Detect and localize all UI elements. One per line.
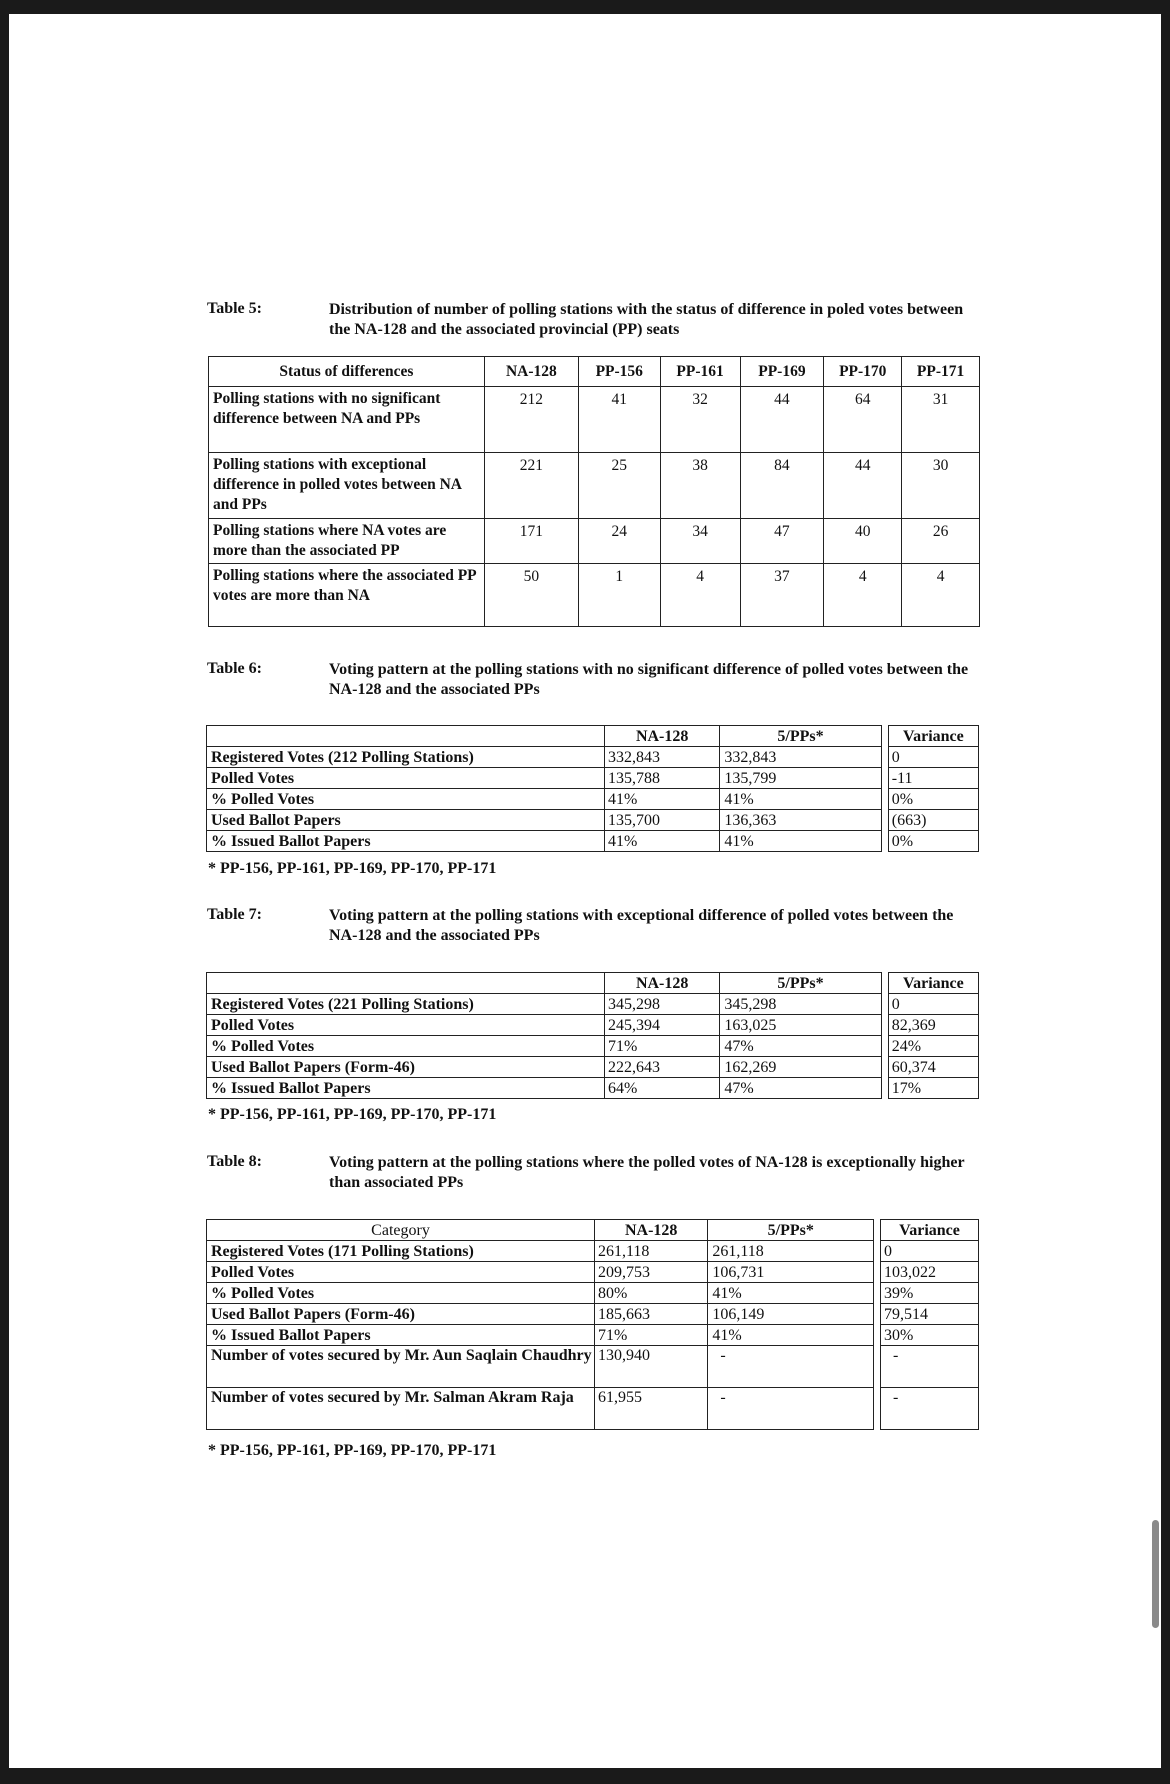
table-cell: 32 [660, 387, 740, 453]
table-cell: 103,022 [881, 1262, 979, 1283]
table8-caption-text: Voting pattern at the polling stations where the polled votes of NA-128 is exceptionally higher than associated PPs [329, 1154, 965, 1191]
table-cell: -11 [888, 768, 978, 789]
row-label: % Polled Votes [207, 789, 605, 810]
table-cell: 64% [605, 1078, 720, 1099]
table-cell: 0% [888, 831, 978, 852]
table-cell: 71% [605, 1036, 720, 1057]
table-cell: 212 [484, 387, 578, 453]
row-label: Polled Votes [207, 1015, 605, 1036]
table-cell: 84 [740, 453, 824, 519]
table-row [207, 1388, 979, 1430]
table-row [207, 994, 979, 1015]
row-label: % Issued Ballot Papers [207, 1078, 605, 1099]
table-cell: 0 [881, 1241, 979, 1262]
table-cell: 41% [708, 1325, 874, 1346]
table6-caption-text: Voting pattern at the polling stations with no significant difference of polled votes between the NA-128 and the associated PPs [329, 661, 969, 698]
table6 [206, 725, 979, 852]
table-cell: 31 [902, 387, 980, 453]
table-cell: 26 [902, 519, 980, 564]
table-cell: 41% [605, 789, 720, 810]
table-cell: 60,374 [888, 1057, 978, 1078]
table-row [207, 1057, 979, 1078]
table-cell: 44 [824, 453, 902, 519]
table8-header-cell: 5/PPs* [708, 1220, 874, 1241]
column-gap [874, 1262, 881, 1283]
row-label: Number of votes secured by Mr. Salman Akram Raja [207, 1388, 595, 1430]
table-cell: 37 [740, 564, 824, 627]
table6-header-cell: Variance [888, 726, 978, 747]
table-cell: - [708, 1346, 874, 1388]
table-cell: 261,118 [708, 1241, 874, 1262]
table-cell: - [708, 1388, 874, 1430]
table-cell: 71% [595, 1325, 708, 1346]
table-cell: 24% [888, 1036, 978, 1057]
table-cell: 47 [740, 519, 824, 564]
table-cell: 61,955 [595, 1388, 708, 1430]
table-row [207, 1304, 979, 1325]
table7-header-row [207, 973, 979, 994]
table-cell: 106,149 [708, 1304, 874, 1325]
table-cell: 345,298 [720, 994, 881, 1015]
table-cell: 79,514 [881, 1304, 979, 1325]
table5-caption-text: Distribution of number of polling stations with the status of difference in poled votes between the NA-128 and the associated provincial (PP) seats [329, 301, 964, 338]
table-cell: 185,663 [595, 1304, 708, 1325]
table-row [207, 1078, 979, 1099]
table8 [206, 1219, 979, 1430]
row-label: Polling stations where the associated PP votes are more than NA [209, 564, 485, 627]
column-gap [874, 1388, 881, 1430]
column-gap [881, 1057, 888, 1078]
column-gap [874, 1346, 881, 1388]
column-gap [881, 768, 888, 789]
table-row [209, 519, 980, 564]
table8-header-row [207, 1220, 979, 1241]
table6-header-cell: NA-128 [605, 726, 720, 747]
table6-footnote: * PP-156, PP-161, PP-169, PP-170, PP-171 [208, 860, 497, 877]
table-cell: 0 [888, 747, 978, 768]
table7-caption-text: Voting pattern at the polling stations with exceptional difference of polled votes between the NA-128 and the associated PPs [329, 907, 954, 944]
table-cell: 41 [578, 387, 660, 453]
table5-label: Table 5: [207, 300, 262, 317]
table-cell: 135,799 [720, 768, 881, 789]
scrollbar-thumb[interactable] [1152, 1520, 1159, 1628]
table-cell: 345,298 [605, 994, 720, 1015]
row-label: Used Ballot Papers (Form-46) [207, 1057, 605, 1078]
table5-header-cell: PP-156 [578, 357, 660, 387]
table-row [207, 789, 979, 810]
table-row [207, 1241, 979, 1262]
table-cell: 17% [888, 1078, 978, 1099]
table5-header-cell: PP-169 [740, 357, 824, 387]
table-cell: 41% [720, 789, 881, 810]
table7-header-cell: 5/PPs* [720, 973, 881, 994]
table7-header-cell [207, 973, 605, 994]
table-cell: 30 [902, 453, 980, 519]
row-label: Polling stations where NA votes are more than the associated PP [209, 519, 485, 564]
table-cell: 0 [888, 994, 978, 1015]
table8-footnote: * PP-156, PP-161, PP-169, PP-170, PP-171 [208, 1442, 497, 1459]
table-cell: 136,363 [720, 810, 881, 831]
row-label: % Polled Votes [207, 1036, 605, 1057]
column-gap [874, 1304, 881, 1325]
table-row [207, 1262, 979, 1283]
table-row [207, 1283, 979, 1304]
table-cell: 332,843 [605, 747, 720, 768]
table-cell: 44 [740, 387, 824, 453]
table-cell: 0% [888, 789, 978, 810]
table-cell: 64 [824, 387, 902, 453]
row-label: Used Ballot Papers [207, 810, 605, 831]
column-gap [881, 726, 888, 747]
table-row [207, 810, 979, 831]
row-label: Polling stations with no significant difference between NA and PPs [209, 387, 485, 453]
table-cell: - [881, 1388, 979, 1430]
row-label: % Issued Ballot Papers [207, 831, 605, 852]
table5-header-cell: PP-171 [902, 357, 980, 387]
column-gap [881, 1078, 888, 1099]
table-cell: 50 [484, 564, 578, 627]
row-label: % Issued Ballot Papers [207, 1325, 595, 1346]
row-label: Registered Votes (221 Polling Stations) [207, 994, 605, 1015]
table-cell: 41% [605, 831, 720, 852]
table8-header-cell: Category [207, 1220, 595, 1241]
row-label: Registered Votes (171 Polling Stations) [207, 1241, 595, 1262]
table-cell: 106,731 [708, 1262, 874, 1283]
table-cell: 135,788 [605, 768, 720, 789]
table-cell: 4 [824, 564, 902, 627]
document-page [9, 14, 1161, 1768]
row-label: Number of votes secured by Mr. Aun Saqlain Chaudhry [207, 1346, 595, 1388]
table-cell: 39% [881, 1283, 979, 1304]
table8-header-cell: NA-128 [595, 1220, 708, 1241]
table-cell: 222,643 [605, 1057, 720, 1078]
table5-header-cell: NA-128 [484, 357, 578, 387]
row-label: Polled Votes [207, 1262, 595, 1283]
table-cell: 47% [720, 1036, 881, 1057]
table6-header-cell [207, 726, 605, 747]
column-gap [881, 973, 888, 994]
column-gap [874, 1283, 881, 1304]
table-cell: 261,118 [595, 1241, 708, 1262]
table5-header-cell: Status of differences [209, 357, 485, 387]
table-cell: 24 [578, 519, 660, 564]
table7-footnote: * PP-156, PP-161, PP-169, PP-170, PP-171 [208, 1106, 497, 1123]
table-cell: 41% [708, 1283, 874, 1304]
column-gap [881, 747, 888, 768]
row-label: Used Ballot Papers (Form-46) [207, 1304, 595, 1325]
column-gap [881, 1015, 888, 1036]
table-cell: 25 [578, 453, 660, 519]
table-cell: 4 [902, 564, 980, 627]
table-cell: 163,025 [720, 1015, 881, 1036]
table7-label: Table 7: [207, 906, 262, 923]
table-cell: 40 [824, 519, 902, 564]
table8-header-cell: Variance [881, 1220, 979, 1241]
table-row [207, 831, 979, 852]
table-cell: (663) [888, 810, 978, 831]
table-cell: 209,753 [595, 1262, 708, 1283]
column-gap [874, 1325, 881, 1346]
table-cell: 221 [484, 453, 578, 519]
table-row [207, 1036, 979, 1057]
column-gap [881, 789, 888, 810]
table6-header-row [207, 726, 979, 747]
row-label: Polling stations with exceptional difference in polled votes between NA and PPs [209, 453, 485, 519]
table7-header-cell: NA-128 [605, 973, 720, 994]
table-cell: 4 [660, 564, 740, 627]
table7 [206, 972, 979, 1099]
row-label: % Polled Votes [207, 1283, 595, 1304]
table-row [209, 387, 980, 453]
table8-label: Table 8: [207, 1153, 262, 1170]
table-cell: 130,940 [595, 1346, 708, 1388]
table-cell: 47% [720, 1078, 881, 1099]
column-gap [874, 1220, 881, 1241]
row-label: Registered Votes (212 Polling Stations) [207, 747, 605, 768]
table-cell: 332,843 [720, 747, 881, 768]
column-gap [874, 1241, 881, 1262]
table-row [209, 453, 980, 519]
table-row [207, 1015, 979, 1036]
table5 [208, 356, 980, 627]
table5-header-cell: PP-161 [660, 357, 740, 387]
column-gap [881, 810, 888, 831]
table5-header-row [209, 357, 980, 387]
table7-header-cell: Variance [888, 973, 978, 994]
table6-header-cell: 5/PPs* [720, 726, 881, 747]
column-gap [881, 831, 888, 852]
table-cell: 80% [595, 1283, 708, 1304]
column-gap [881, 994, 888, 1015]
row-label: Polled Votes [207, 768, 605, 789]
table-cell: 245,394 [605, 1015, 720, 1036]
table-row [207, 1346, 979, 1388]
column-gap [881, 1036, 888, 1057]
table-row [207, 1325, 979, 1346]
table-cell: 30% [881, 1325, 979, 1346]
table-cell: 82,369 [888, 1015, 978, 1036]
table-cell: - [881, 1346, 979, 1388]
table-cell: 34 [660, 519, 740, 564]
table-row [207, 768, 979, 789]
table-cell: 38 [660, 453, 740, 519]
table5-header-cell: PP-170 [824, 357, 902, 387]
table-cell: 162,269 [720, 1057, 881, 1078]
table-cell: 171 [484, 519, 578, 564]
table-row [209, 564, 980, 627]
table-cell: 1 [578, 564, 660, 627]
table-row [207, 747, 979, 768]
table-cell: 41% [720, 831, 881, 852]
table-cell: 135,700 [605, 810, 720, 831]
table6-label: Table 6: [207, 660, 262, 677]
